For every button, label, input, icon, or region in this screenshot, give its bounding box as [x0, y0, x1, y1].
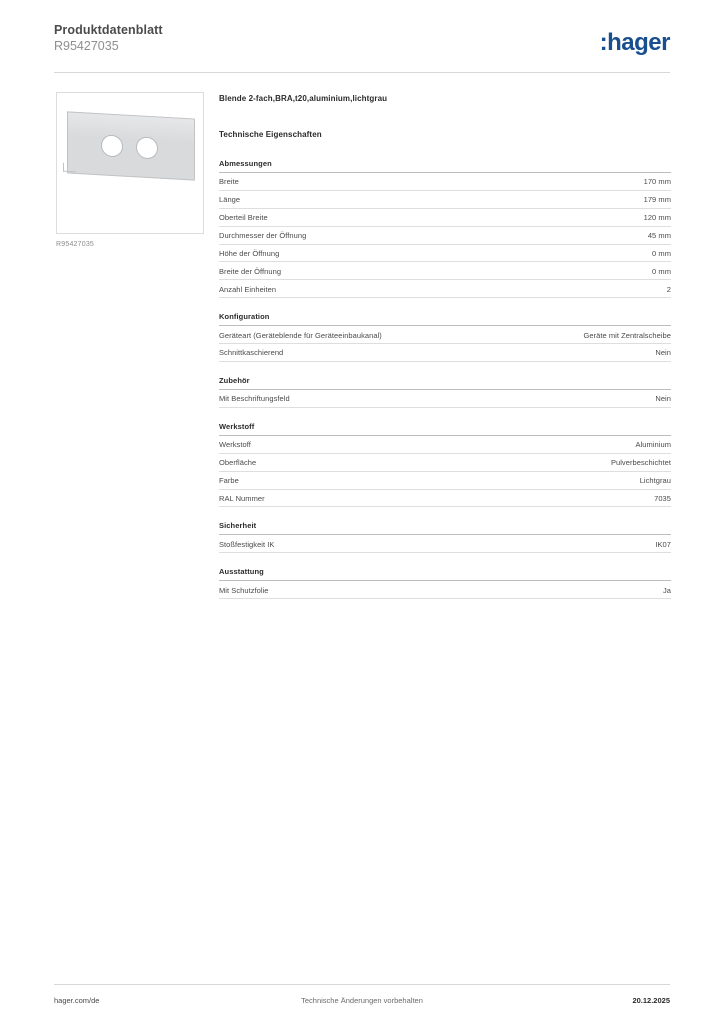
spec-label: RAL Nummer	[219, 493, 265, 503]
spec-label: Mit Beschriftungsfeld	[219, 394, 290, 404]
spec-value: 45 mm	[647, 230, 671, 240]
spec-value: 7035	[654, 493, 671, 503]
technical-properties-heading: Technische Eigenschaften	[219, 130, 322, 139]
product-image-caption: R95427035	[56, 241, 94, 248]
product-reference: R95427035	[54, 39, 119, 53]
spec-label: Geräteart (Geräteblende für Geräteeinbaukanal)	[219, 330, 382, 340]
title-block	[54, 22, 163, 54]
spec-row	[219, 191, 671, 209]
spec-label: Durchmesser der Öffnung	[219, 230, 307, 240]
plate-opening-2	[136, 136, 158, 159]
spec-value: Nein	[655, 348, 671, 358]
plate-highlight	[68, 112, 194, 143]
spec-value: 0 mm	[652, 248, 671, 258]
spec-value: 0 mm	[652, 266, 671, 276]
spec-row	[219, 326, 671, 344]
spec-group-ausstattung	[219, 567, 671, 599]
product-plate-graphic	[67, 111, 195, 180]
product-image	[56, 92, 204, 234]
spec-row	[219, 472, 671, 490]
spec-group-title: Werkstoff	[219, 422, 671, 436]
spec-label: Mit Schutzfolie	[219, 585, 269, 595]
spec-label: Schnittkaschierend	[219, 348, 284, 358]
spec-group-title: Abmessungen	[219, 159, 671, 173]
spec-value: 2	[666, 284, 671, 294]
spec-group-zubehoer	[219, 376, 671, 408]
spec-value: Ja	[662, 585, 671, 595]
spec-label: Farbe	[219, 475, 239, 485]
spec-label: Anzahl Einheiten	[219, 284, 277, 294]
spec-row	[219, 280, 671, 298]
spec-value: 120 mm	[643, 213, 671, 223]
spec-row	[219, 245, 671, 263]
spec-row	[219, 454, 671, 472]
spec-row	[219, 262, 671, 280]
page-footer	[54, 996, 670, 1010]
page-header	[54, 22, 670, 66]
spec-group-title: Konfiguration	[219, 312, 671, 326]
spec-row	[219, 209, 671, 227]
spec-group-abmessungen	[219, 159, 671, 298]
footer-disclaimer: Technische Änderungen vorbehalten	[301, 996, 423, 1005]
spec-value: 170 mm	[643, 177, 671, 187]
spec-row	[219, 344, 671, 362]
footer-website-link[interactable]: hager.com/de	[54, 996, 100, 1005]
spec-label: Breite der Öffnung	[219, 266, 282, 276]
spec-group-werkstoff	[219, 422, 671, 508]
spec-value: Geräte mit Zentralscheibe	[583, 330, 671, 340]
plate-opening-1	[101, 134, 123, 157]
spec-row	[219, 227, 671, 245]
content-column	[219, 94, 671, 613]
spec-row	[219, 581, 671, 599]
page-title: Produktdatenblatt	[54, 23, 163, 37]
footer-date: 20.12.2025	[632, 996, 670, 1005]
spec-row	[219, 490, 671, 508]
product-name: Blende 2-fach,BRA,t20,aluminium,lichtgrau	[219, 94, 388, 103]
spec-label: Werkstoff	[219, 440, 251, 450]
spec-value: IK07	[655, 539, 671, 549]
spec-group-title: Sicherheit	[219, 521, 671, 535]
spec-group-konfiguration	[219, 312, 671, 362]
spec-row	[219, 390, 671, 408]
spec-row	[219, 173, 671, 191]
spec-value: Aluminium	[635, 440, 671, 450]
spec-value: Nein	[655, 394, 671, 404]
spec-group-title: Zubehör	[219, 376, 671, 390]
spec-row	[219, 535, 671, 553]
spec-group-sicherheit	[219, 521, 671, 553]
plate-edge-detail	[63, 163, 76, 173]
spec-value: Lichtgrau	[639, 475, 671, 485]
spec-label: Oberteil Breite	[219, 213, 268, 223]
spec-label: Höhe der Öffnung	[219, 248, 280, 258]
header-divider	[54, 72, 670, 73]
footer-divider	[54, 984, 670, 985]
spec-value: Pulverbeschichtet	[610, 458, 671, 468]
spec-label: Stoßfestigkeit IK	[219, 539, 275, 549]
spec-label: Länge	[219, 195, 241, 205]
spec-row	[219, 436, 671, 454]
spec-label: Breite	[219, 177, 239, 187]
spec-label: Oberfläche	[219, 458, 257, 468]
spec-value: 179 mm	[643, 195, 671, 205]
spec-group-title: Ausstattung	[219, 567, 671, 581]
hager-logo: :hager	[599, 29, 670, 56]
